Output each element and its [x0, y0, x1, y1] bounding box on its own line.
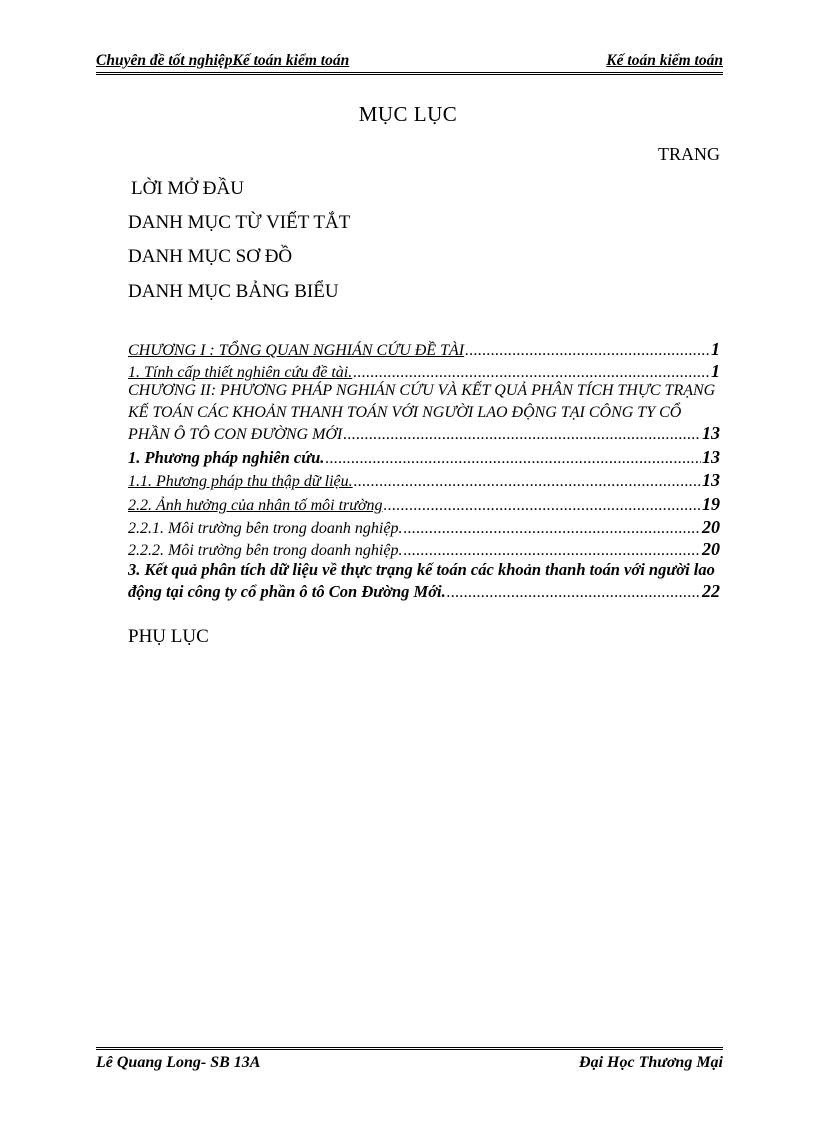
header-divider — [96, 72, 723, 75]
toc-entry[interactable] — [128, 446, 720, 468]
toc-leader — [403, 542, 701, 560]
toc-entry-page: 19 — [702, 494, 720, 514]
toc-leader — [384, 497, 701, 515]
footer-right-text: Đại Học Thương Mại — [579, 1054, 723, 1071]
toc-entry-page: 13 — [702, 470, 720, 490]
toc-entry-page: 13 — [702, 447, 720, 467]
toc-entry-title: 2.2.2. Môi trường bên trong doanh nghiệp. — [128, 542, 403, 559]
footer-divider — [96, 1047, 723, 1050]
table-of-contents — [128, 338, 720, 608]
page-column-label: TRANG — [658, 144, 720, 164]
toc-entry-title: PHẦN Ô TÔ CON ĐƯỜNG MỚI — [128, 426, 343, 443]
toc-entry-page: 20 — [702, 517, 720, 537]
front-section-4: DANH MỤC BẢNG BIỂU — [128, 281, 339, 302]
toc-leader — [403, 520, 701, 538]
toc-entry-title: CHƯƠNG I : TỔNG QUAN NGHIÁN CỨU ĐỀ TÀI — [128, 342, 465, 359]
header-left-text: Chuyên đề tốt nghiệpKế toán kiểm toán — [96, 52, 350, 69]
toc-leader — [325, 450, 701, 468]
toc-leader — [465, 342, 710, 360]
toc-entry-page: 22 — [702, 581, 720, 601]
toc-entry[interactable] — [128, 469, 720, 491]
appendix-heading: PHỤ LỤC — [128, 626, 209, 647]
header-right-text: Kế toán kiểm toán — [606, 52, 723, 69]
toc-leader — [447, 584, 701, 602]
toc-entry-page: 1 — [711, 361, 720, 381]
toc-entry-title: 1. Phương pháp nghiên cứu. — [128, 448, 325, 467]
toc-entry-title: 1. Tính cấp thiết nghiên cứu đề tài. — [128, 364, 353, 381]
toc-entry-title-line: CHƯƠNG II: PHƯƠNG PHÁP NGHIÁN CỨU VÀ KẾT QUẢ PHÂN TÍCH THỰC TRẠNG — [128, 382, 716, 399]
toc-leader — [353, 364, 710, 382]
front-section-3: DANH MỤC SƠ ĐỒ — [128, 246, 293, 267]
footer-left-text: Lê Quang Long- SB 13A — [96, 1054, 261, 1071]
page-title: MỤC LỤC — [358, 102, 458, 126]
toc-entry-page: 1 — [711, 339, 720, 359]
toc-entry-title: động tại công ty cổ phần ô tô Con Đường Mới. — [128, 582, 446, 601]
toc-entry-title: 1.1. Phương pháp thu thập dữ liệu. — [128, 473, 353, 490]
toc-entry[interactable] — [128, 360, 720, 382]
toc-entry[interactable] — [128, 422, 720, 444]
toc-entry[interactable] — [128, 338, 720, 360]
toc-entry[interactable] — [128, 580, 720, 602]
toc-entry-title: 2.2. Ảnh hưởng của nhân tố môi trường — [128, 497, 383, 514]
toc-entry[interactable] — [128, 516, 720, 538]
toc-leader — [343, 426, 701, 444]
front-section-2: DANH MỤC TỪ VIẾT TẮT — [128, 212, 351, 233]
toc-leader — [354, 473, 701, 491]
toc-entry-page: 20 — [702, 539, 720, 559]
toc-entry-page: 13 — [702, 423, 720, 443]
front-section-1: LỜI MỞ ĐẦU — [131, 178, 244, 199]
toc-entry-title: 2.2.1. Môi trường bên trong doanh nghiệp. — [128, 520, 403, 537]
toc-entry-title-line: 3. Kết quả phân tích dữ liệu về thực trạng kế toán các khoản thanh toán với người lao — [128, 560, 715, 579]
toc-entry-title-line: KẾ TOÁN CÁC KHOẢN THANH TOÁN VỚI NGƯỜI LAO ĐỘNG TẠI CÔNG TY CỔ — [128, 404, 682, 421]
toc-entry[interactable] — [128, 493, 720, 515]
toc-entry[interactable] — [128, 538, 720, 560]
